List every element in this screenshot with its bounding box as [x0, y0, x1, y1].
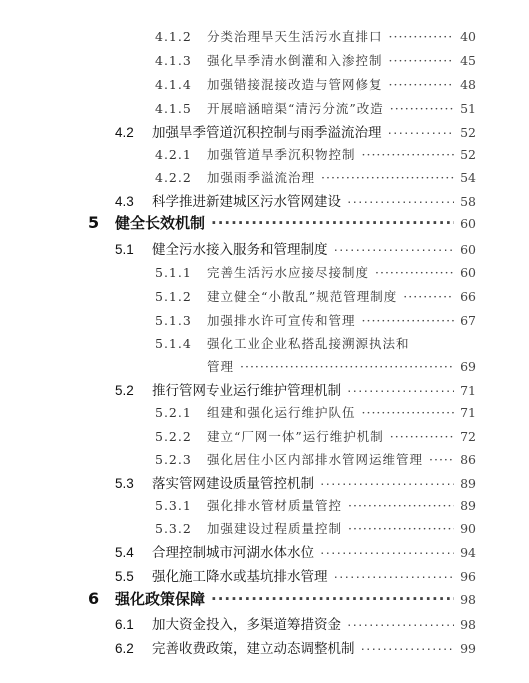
dot-leader: [347, 617, 454, 632]
page-number: 60: [460, 242, 476, 257]
section-number: 5.1.1: [155, 265, 192, 280]
page-number: 71: [460, 383, 476, 398]
toc-entry: [155, 145, 476, 163]
page-number: 54: [460, 170, 476, 185]
page-number: 60: [460, 216, 476, 231]
dot-leader: [320, 476, 454, 491]
toc-entry: [115, 379, 476, 399]
dot-leader: [348, 521, 454, 536]
page-number: 98: [460, 617, 476, 632]
section-title: 加强建设过程质量控制: [207, 521, 343, 536]
section-number: 5.1.4: [155, 336, 192, 351]
section-title: 加强排水许可宣传和管理: [207, 313, 356, 328]
page-number: 94: [460, 545, 476, 560]
chapter-number: 6: [88, 589, 100, 608]
toc-chapter: [88, 588, 476, 609]
page-number: 58: [460, 194, 476, 209]
page-number: 60: [460, 265, 476, 280]
section-number: 5.3.1: [155, 498, 192, 513]
toc-entry: [155, 287, 476, 305]
section-number: 6.2: [115, 641, 134, 656]
dot-leader: [362, 405, 455, 420]
page-number: 40: [460, 29, 476, 44]
section-number: 5.2.1: [155, 405, 192, 420]
dot-leader: [211, 590, 454, 608]
section-title: 推行管网专业运行维护管理机制: [152, 383, 341, 398]
section-title: 加强雨季溢流治理: [207, 170, 316, 185]
page-number: 67: [460, 313, 476, 328]
section-title: 强化排水管材质量管控: [207, 498, 343, 513]
dot-leader: [334, 242, 455, 257]
section-title: 加强管道旱季沉积物控制: [207, 147, 356, 162]
toc-entry: [155, 450, 476, 468]
dot-leader: [240, 359, 454, 374]
dot-leader: [362, 313, 455, 328]
page-number: 72: [460, 429, 476, 444]
dot-leader: [362, 147, 455, 162]
section-title: 强化施工降水或基坑排水管理: [152, 569, 328, 584]
toc-entry: [115, 472, 476, 492]
section-title: 建立健全“小散乱”规范管理制度: [207, 289, 398, 304]
page-number: 48: [460, 77, 476, 92]
toc-entry: [155, 51, 476, 69]
page-number: 45: [460, 53, 476, 68]
section-title: 完善收费政策，建立动态调整机制: [152, 641, 355, 656]
toc-entry: [155, 519, 476, 537]
dot-leader: [388, 125, 455, 140]
dot-leader: [334, 569, 455, 584]
section-title: 加大资金投入，多渠道筹措资金: [152, 617, 341, 632]
toc-entry: [115, 121, 476, 141]
page-number: 71: [460, 405, 476, 420]
section-number: 4.1.3: [155, 53, 192, 68]
chapter-number: 5: [88, 213, 100, 232]
toc-entry: [115, 613, 476, 633]
toc-entry: [155, 27, 476, 45]
toc-entry: [115, 541, 476, 561]
toc-entry: [155, 311, 476, 329]
section-title: 开展暗涵暗渠“清污分流”改造: [207, 101, 384, 116]
section-title: 强化工业企业私搭乱接溯源执法和: [207, 336, 410, 351]
page-number: 66: [460, 289, 476, 304]
dot-leader: [347, 194, 454, 209]
section-number: 4.2: [115, 125, 134, 140]
section-title: 加强错接混接改造与管网修复: [207, 77, 383, 92]
dot-leader: [389, 77, 455, 92]
dot-leader: [211, 214, 454, 232]
toc-entry-continuation: [207, 357, 476, 375]
section-title-continued: 管理: [207, 359, 235, 374]
chapter-title: 强化政策保障: [115, 590, 206, 608]
section-title: 合理控制城市河湖水体水位: [152, 545, 314, 560]
page-number: 86: [460, 452, 476, 467]
toc-entry: [155, 168, 476, 186]
toc-chapter: [88, 212, 476, 233]
section-number: 4.3: [115, 194, 134, 209]
toc-entry: [155, 75, 476, 93]
toc-entry: [155, 263, 476, 281]
page-number: 69: [460, 359, 476, 374]
dot-leader: [390, 429, 454, 444]
section-number: 4.1.2: [155, 29, 192, 44]
page-number: 52: [460, 125, 476, 140]
toc-entry: [115, 637, 476, 657]
page-number: 99: [460, 641, 476, 656]
section-number: 4.1.5: [155, 101, 192, 116]
toc-entry: [115, 565, 476, 585]
section-number: 5.1.2: [155, 289, 192, 304]
dot-leader: [320, 545, 454, 560]
section-number: 4.2.2: [155, 170, 192, 185]
section-number: 5.5: [115, 569, 134, 584]
section-number: 5.3.2: [155, 521, 192, 536]
chapter-title: 健全长效机制: [115, 214, 206, 232]
section-title: 强化居住小区内部排水管网运维管理: [207, 452, 424, 467]
dot-leader: [389, 53, 455, 68]
section-number: 5.1: [115, 242, 134, 257]
section-number: 5.2.2: [155, 429, 192, 444]
page-number: 51: [460, 101, 476, 116]
section-title: 分类治理旱天生活污水直排口: [207, 29, 383, 44]
dot-leader: [375, 265, 454, 280]
dot-leader: [321, 170, 454, 185]
section-number: 5.2: [115, 383, 134, 398]
page-number: 52: [460, 147, 476, 162]
dot-leader: [403, 289, 454, 304]
page-number: 98: [460, 592, 476, 607]
toc-entry: [115, 190, 476, 210]
section-title: 组建和强化运行维护队伍: [207, 405, 356, 420]
section-title: 强化旱季清水倒灌和入渗控制: [207, 53, 383, 68]
dot-leader: [429, 452, 454, 467]
toc-entry: [155, 403, 476, 421]
dot-leader: [347, 383, 454, 398]
toc-entry: [155, 99, 476, 117]
toc-entry: [155, 496, 476, 514]
toc-entry: [155, 427, 476, 445]
page-number: 90: [460, 521, 476, 536]
section-title: 科学推进新建城区污水管网建设: [152, 194, 341, 209]
section-title: 加强旱季管道沉积控制与雨季溢流治理: [152, 125, 382, 140]
dot-leader: [390, 101, 454, 116]
dot-leader: [389, 29, 455, 44]
page-number: 96: [460, 569, 476, 584]
section-title: 建立“厂网一体”运行维护机制: [207, 429, 384, 444]
page-number: 89: [460, 476, 476, 491]
section-number: 5.1.3: [155, 313, 192, 328]
section-number: 6.1: [115, 617, 134, 632]
section-number: 5.4: [115, 545, 134, 560]
dot-leader: [361, 641, 455, 656]
section-number: 4.1.4: [155, 77, 192, 92]
toc-entry: [115, 238, 476, 258]
dot-leader: [348, 498, 454, 513]
section-number: 4.2.1: [155, 147, 192, 162]
section-number: 5.3: [115, 476, 134, 491]
page-number: 89: [460, 498, 476, 513]
section-number: 5.2.3: [155, 452, 192, 467]
section-title: 健全污水接入服务和管理制度: [152, 242, 328, 257]
section-title: 完善生活污水应接尽接制度: [207, 265, 370, 280]
section-title: 落实管网建设质量管控机制: [152, 476, 314, 491]
toc-entry: [155, 334, 476, 352]
